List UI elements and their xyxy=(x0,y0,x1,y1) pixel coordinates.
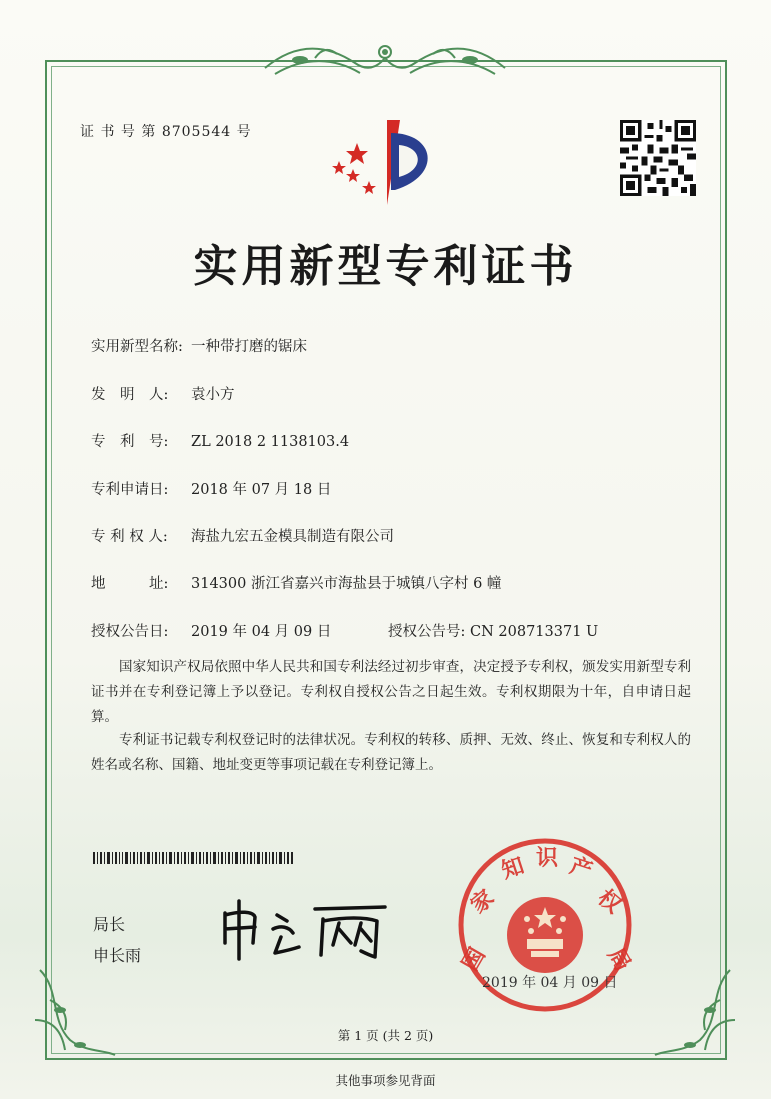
corner-ornament-right-icon xyxy=(650,960,740,1060)
seal-char: 国 xyxy=(458,943,491,976)
field-label: 专 利 号: xyxy=(91,434,169,450)
field-value: 2019 年 04 月 09 日 xyxy=(191,624,332,640)
issue-date: 2019 年 04 月 09 日 xyxy=(482,975,618,991)
seal-char: 识 xyxy=(535,846,559,871)
certificate-number-label: 证 书 号 第 xyxy=(80,124,157,140)
barcode-icon xyxy=(93,852,293,864)
seal-char: 权 xyxy=(592,885,626,919)
certificate-number xyxy=(80,121,252,141)
corner-ornament-left-icon xyxy=(30,960,120,1060)
director-name: 申长雨 xyxy=(93,946,142,965)
seal-char: 家 xyxy=(466,885,500,919)
field-patent-number xyxy=(91,430,349,451)
field-label: 专 利 权 人: xyxy=(91,529,168,545)
seal-char: 知 xyxy=(498,853,528,885)
field-value: 海盐九宏五金模具制造有限公司 xyxy=(191,529,394,545)
field-label: 地 址: xyxy=(91,576,169,592)
field-value: 314300 浙江省嘉兴市海盐县于城镇八字村 6 幢 xyxy=(191,576,502,592)
field-announcement-number xyxy=(388,620,598,641)
field-label: 实用新型名称: xyxy=(91,339,183,355)
field-application-date xyxy=(91,478,331,499)
director-title: 局长 xyxy=(93,915,126,934)
field-value: ZL 2018 2 1138103.4 xyxy=(191,434,350,450)
field-label: 授权公告日: xyxy=(91,624,169,640)
signature-icon xyxy=(215,893,395,963)
field-label: 发 明 人: xyxy=(91,387,169,403)
field-label: 专利申请日: xyxy=(91,482,169,498)
field-utility-model-name xyxy=(91,335,307,356)
field-value: 袁小方 xyxy=(191,387,235,403)
field-label: 授权公告号: xyxy=(388,624,466,640)
cnipa-logo-icon xyxy=(325,115,445,210)
seal-char: 局 xyxy=(602,943,635,976)
field-patentee xyxy=(91,525,394,546)
certificate-title: 实用新型专利证书 xyxy=(193,241,578,292)
certificate-number-suffix: 号 xyxy=(236,124,252,140)
qr-code-icon xyxy=(620,120,696,196)
statement-paragraph-2: 专利证书记载专利权登记时的法律状况。专利权的转移、质押、无效、终止、恢复和专利权人的姓名或名称、国籍、地址变更等事项记载在专利登记簿上。 xyxy=(91,732,691,773)
certificate-number-value: 8705544 xyxy=(161,124,232,140)
top-ornament-icon xyxy=(255,38,515,88)
page-number: 第 1 页 (共 2 页) xyxy=(337,1028,434,1043)
field-value: 2018 年 07 月 18 日 xyxy=(191,482,332,498)
field-grant-date xyxy=(91,620,331,641)
footer-note: 其他事项参见背面 xyxy=(335,1073,436,1088)
statement-paragraph-1: 国家知识产权局依照中华人民共和国专利法经过初步审查，决定授予专利权，颁发实用新型专利证书并在专利登记簿上予以登记。专利权自授权公告之日起生效。专利权期限为十年，自申请日起算。 xyxy=(91,659,691,725)
field-value: 一种带打磨的锯床 xyxy=(191,339,307,355)
seal-char: 产 xyxy=(566,853,596,885)
field-inventor xyxy=(91,383,235,404)
field-address xyxy=(91,572,501,593)
field-value: CN 208713371 U xyxy=(470,624,599,640)
